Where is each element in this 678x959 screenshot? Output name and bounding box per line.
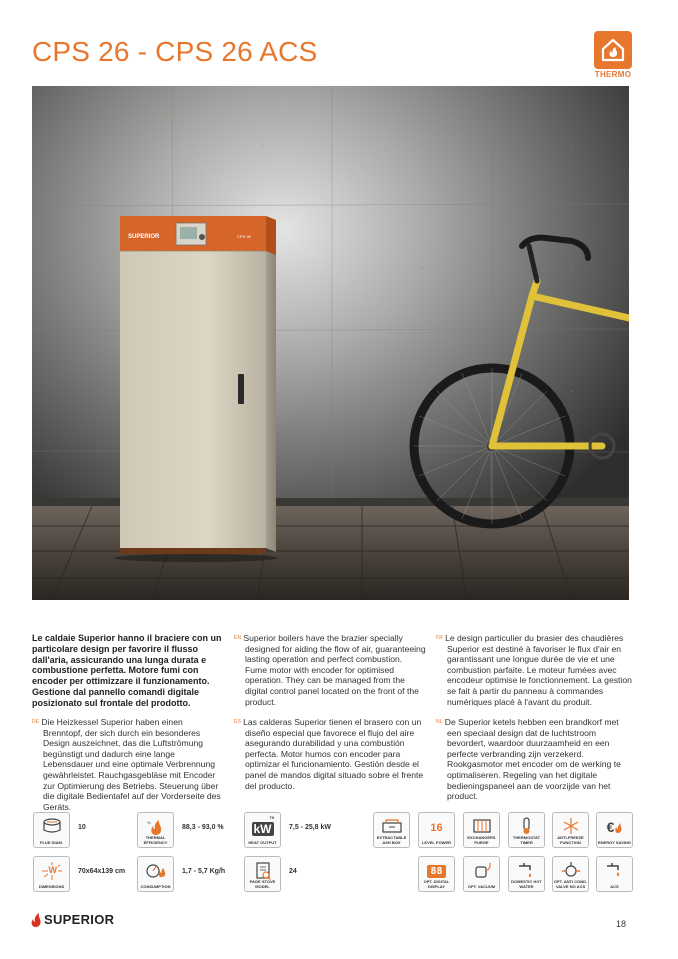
footer-brand: SUPERIOR — [44, 912, 115, 927]
feature-anti-cond-caption: OPT. ANTI COND. VALVE NO ACS — [553, 879, 588, 889]
energy-saving-icon — [607, 817, 623, 837]
consumption-icon — [137, 856, 174, 892]
spec-flue-caption: FLUE DIAM. — [40, 839, 63, 845]
spec-dimensions — [33, 856, 125, 892]
tap-icon — [516, 861, 538, 879]
feature-digital-display-caption: OPT. DIGITAL DISPLAY — [423, 879, 450, 889]
spec-flue-value: 10 — [78, 824, 86, 831]
spec-page — [244, 856, 297, 892]
text-en — [234, 633, 426, 707]
feature-vacuum-caption: OPT. VACUUM — [467, 883, 496, 889]
house-flame-icon — [594, 31, 632, 69]
feature-vacuum — [463, 856, 500, 892]
text-fr — [436, 633, 632, 707]
spec-page-caption: PAGE STOVE MODEL — [249, 879, 276, 889]
text-en-body: Superior boilers have the brazier specially designed for aiding the flow of air, guaranteeing lasting operation and perfect combustion. Fume motor with encoder for optimised operation. They can be managed from the digital control panel located on the front of the product. — [243, 633, 426, 707]
svg-text:CPS 26: CPS 26 — [237, 234, 251, 239]
vacuum-icon — [471, 861, 493, 879]
text-es — [234, 717, 426, 791]
feature-energy-saving-caption: ENERGY SAVING — [598, 839, 631, 845]
acs-tap-icon — [604, 861, 626, 879]
dimensions-icon — [33, 856, 70, 892]
lang-code-nl: NL — [436, 719, 443, 725]
spec-heat-caption: HEAT OUTPUT — [248, 839, 277, 845]
feature-anti-cond-valve — [552, 856, 589, 892]
flame-icon — [137, 812, 174, 848]
feature-hot-water — [508, 856, 545, 892]
feature-acs-caption: ACS — [610, 883, 619, 889]
thermo-badge — [594, 31, 632, 81]
text-nl-body: De Superior ketels hebben een brandkorf met een speciaal design dat de luchtstroom bevordert, waardoor duurzaamheid en een perfecte verbranding zijn verzekerd. Rookgasmotor met encoder om de werking te optimaliseren. Regeling van het digitale bedieningspaneel aan de voorzijde van het product. — [444, 717, 621, 802]
text-nl — [436, 717, 632, 802]
spec-thermal-value: 88,3 - 93,0 % — [182, 824, 224, 831]
product-photo — [32, 86, 629, 600]
feature-level-power-caption: LEVEL POWER — [421, 839, 452, 845]
spec-consumption — [137, 856, 225, 892]
lang-code-en: EN — [234, 635, 242, 641]
lang-code-fr: FR — [436, 635, 444, 641]
text-de — [32, 717, 224, 812]
lang-code-es: ES — [234, 719, 242, 725]
spec-thermal-caption: THERMAL EFFICIENCY — [143, 835, 168, 845]
level-power-icon-text: 16 — [430, 821, 443, 834]
text-es-body: Las calderas Superior tienen el brasero con un diseño especial que favorece el flujo del aire asegurando durabilidad y una combustión perfecta. Motor humos con encoder para optimizar el funcionamiento. Gestión desde el panel de mandos digital situado sobre el frente del producto. — [243, 717, 424, 791]
dimensions-icon-text: W — [48, 865, 57, 875]
thermo-label: THERMO — [594, 70, 632, 79]
spec-dimensions-value: 70x64x139 cm — [78, 868, 126, 875]
spec-heat — [244, 812, 331, 848]
thermostat-icon — [516, 817, 538, 835]
boiler-brand-label: SUPERIOR — [128, 234, 160, 240]
feature-exchangers-caption: EXCHANGERS PURGE — [467, 835, 496, 845]
valve-icon — [560, 861, 582, 879]
level-power-icon — [425, 817, 449, 837]
feature-level-power — [418, 812, 455, 848]
spec-heat-value: 7,5 - 25,8 kW — [289, 824, 332, 831]
feature-thermostat-timer — [508, 812, 545, 848]
feature-anti-freeze-caption: ANTI-FREEZE FUNCTION — [557, 835, 584, 845]
spec-consumption-caption: CONSUMPTION — [140, 883, 171, 889]
footer-logo — [30, 912, 114, 927]
feature-thermostat-caption: THERMOSTAT TIMER — [512, 835, 541, 845]
spec-dimensions-caption: DIMENSIONS — [38, 883, 65, 889]
intro-text-it: Le caldaie Superior hanno il braciere con un particolare design per favorire il flusso dall'aria, assicurando una lunga durata e combustione perfetta. Motore fumi con encoder per ottimizzare il funzionamento. Gestione dal pannello comandi digitale posizionato sul frontale del prodotto. — [32, 633, 222, 708]
feature-digital-display — [418, 856, 455, 892]
digital-display-icon-text: 88 — [427, 865, 445, 878]
spec-page-value: 24 — [289, 868, 297, 875]
page-title: CPS 26 - CPS 26 ACS — [32, 36, 318, 67]
feature-energy-saving — [596, 812, 633, 848]
ash-box-icon — [381, 817, 403, 835]
feature-anti-freeze — [552, 812, 589, 848]
text-fr-body: Le design particulier du brasier des chaudières Superior est destiné à favoriser le flux d'air en garantissant une longue durée de vie et une combustion parfaite. Le moteur fumées avec encodeur optimise le fonctionnement. La gestion se fait à partir du panneau à commandes numériques placé à l'avant du produit. — [445, 633, 632, 707]
digital-display-icon — [427, 861, 445, 881]
snowflake-icon — [560, 817, 582, 835]
energy-saving-icon-text: € — [606, 819, 615, 835]
flue-icon — [33, 812, 70, 848]
feature-exchangers-purge — [463, 812, 500, 848]
feature-hot-water-caption: DOMESTIC HOT WATER — [511, 879, 542, 889]
spec-flue — [33, 812, 86, 848]
page-number: 18 — [616, 919, 627, 929]
text-de-body: Die Heizkessel Superior haben einen Brenntopf, der sich durch ein besonderes Design auszeichnet, das die Luftströmung begünstigt und dadurch eine lange Lebensdauer und eine optimale Verbrennung gewährleistet. Rauchgasgebläse mit Encoder zur Optimierung des Betriebs. Steuerung über die digitale Bedientafel auf der Vorderseite des Geräts. — [41, 717, 221, 812]
feature-ash-box — [373, 812, 410, 848]
kw-icon — [244, 812, 281, 848]
kw-icon-text: kW — [253, 822, 272, 836]
feature-ash-box-caption: EXTRACTABLE ASH BOX — [376, 835, 407, 845]
kw-icon-sup: TK — [269, 815, 275, 820]
svg-text:%: % — [146, 820, 151, 825]
exchangers-icon — [471, 817, 493, 835]
spec-thermal — [137, 812, 224, 848]
page-icon — [244, 856, 281, 892]
spec-consumption-value: 1,7 - 5,7 Kg/h — [182, 868, 226, 875]
superior-flame-icon — [30, 912, 41, 927]
lang-code-de: DE — [32, 719, 40, 725]
feature-acs — [596, 856, 633, 892]
